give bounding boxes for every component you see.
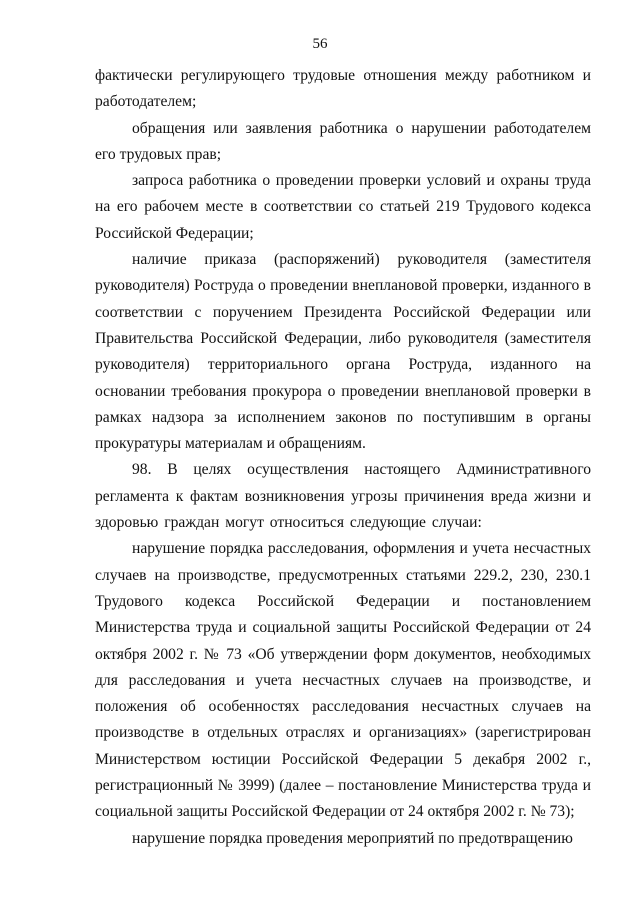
paragraph-5: 98. В целях осуществления настоящего Административного регламента к фактам возникновения угрозы причинения вреда жизни и здоровью граждан могут относиться следующие случаи: <box>95 461 591 532</box>
paragraph-2: обращения или заявления работника о нарушении работодателем его трудовых прав; <box>95 119 591 163</box>
paragraph-7: нарушение порядка проведения мероприятий по предотвращению <box>132 829 573 847</box>
document-body <box>95 63 591 852</box>
page-number: 56 <box>312 36 328 52</box>
paragraph-6: нарушение порядка расследования, оформления и учета несчастных случаев на производстве, предусмотренных статьями 229.2, 230, 230.1 Трудового кодекса Российской Федерации и постановлением Министерства труда и социальной защиты Российской Федерации от 24 октября 2002 г. № 73 «Об утверждении форм документов, необходимых для расследования и учета несчастных случаев на производстве, и положения об особенностях расследования несчастных случаев на производстве в отдельных отраслях и организациях» (зарегистрирован Министерством юстиции Российской Федерации 5 декабря 2002 г., регистрационный № 3999) (далее – постановление Министерства труда и социальной защиты Российской Федерации от 24 октября 2002 г. № 73); <box>95 540 591 821</box>
paragraph-4: наличие приказа (распоряжений) руководителя (заместителя руководителя) Роструда о проведении внеплановой проверки, изданного в соответствии с поручением Президента Российской Федерации или Правительства Российской Федерации, либо руководителя (заместителя руководителя) территориального органа Роструда, изданного на основании требования прокурора о проведении внеплановой проверки в рамках надзора за исполнением законов по поступившим в органы прокуратуры материалам и обращениям. <box>95 251 591 453</box>
paragraph-3: запроса работника о проведении проверки условий и охраны труда на его рабочем месте в соответствии со статьей 219 Трудового кодекса Российской Федерации; <box>95 172 591 242</box>
paragraph-1: фактически регулирующего трудовые отношения между работником и работодателем; <box>95 67 591 111</box>
